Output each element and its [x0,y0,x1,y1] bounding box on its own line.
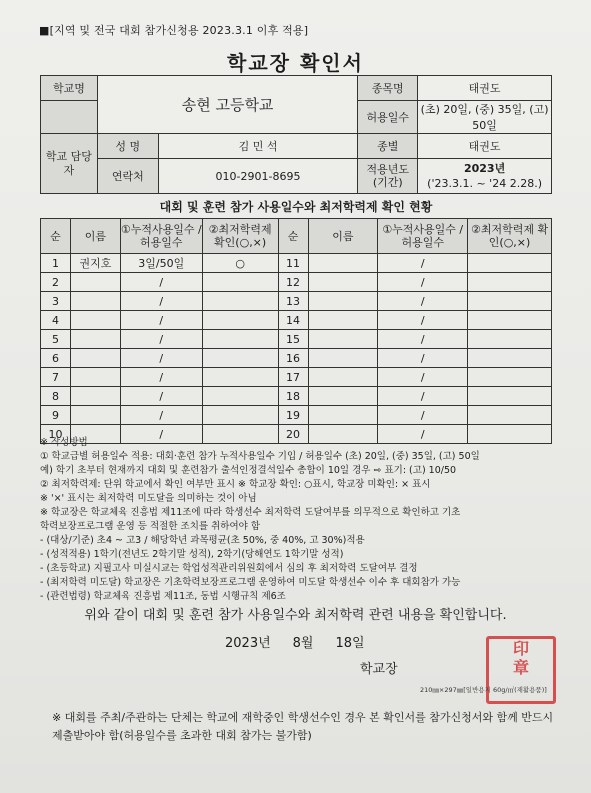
cell-no: 18 [278,387,308,406]
table-row [41,273,552,292]
cell-days: / [378,292,468,311]
cell-days: / [120,387,202,406]
cell-check [468,330,552,349]
cell-no: 10 [41,425,71,444]
cell-no: 1 [41,254,71,273]
cell-days: / [378,254,468,273]
status-title: 대회 및 훈련 참가 사용일수와 최저학력제 확인 현황 [159,200,433,214]
cell-name [308,292,378,311]
info-table [40,75,552,194]
cell-no: 15 [278,330,308,349]
cell-name [70,273,120,292]
school-label-blank [41,101,98,134]
school-seal-stamp: 印 章 [486,636,556,704]
event-label: 종목명 [358,76,418,101]
category-value: 태권도 [418,134,552,159]
cell-days: 3일/50일 [120,254,202,273]
cell-name [70,292,120,311]
cell-check [202,349,278,368]
cell-days: / [120,311,202,330]
status-body [41,254,552,444]
note-line: 예) 학기 초부터 현재까지 대회 및 훈련참가 출석인정결석일수 총합이 10일 경우 ⇨ 표기: (고) 10/50 [40,465,457,476]
cell-name [308,368,378,387]
principal-label: 학교장 [360,662,398,677]
note-line: ※ '×' 표시는 최저학력 미도달을 의미하는 것이 아님 [40,493,257,504]
table-row [41,387,552,406]
cell-name [70,349,120,368]
note-line: - (최저학력 미도달) 학교장은 기초학력보장프로그램 운영하여 미도달 학생선수 이수 후 대회참가 가능 [40,577,461,588]
name-label: 성 명 [97,134,158,159]
cell-days: / [378,406,468,425]
header-no: 순 [278,219,308,254]
cell-days: / [120,292,202,311]
period-label: 적용년도 (기간) [358,159,418,194]
cell-name: 권지호 [70,254,120,273]
table-row [41,368,552,387]
paper-size: 210㎜×297㎜[일반용지 60g/㎡(재활용품)] [420,686,547,694]
cell-name [70,368,120,387]
cell-check [202,330,278,349]
allowed-days-value: (초) 20일, (중) 35일, (고) 50일 [418,101,552,134]
document-title: 학교장 확인서 [227,51,364,75]
header-note: ■[지역 및 전국 대회 참가신청용 2023.3.1 이후 적용] [39,24,309,37]
cell-name [70,330,120,349]
cell-no: 4 [41,311,71,330]
contact-label: 연락처 [97,159,158,194]
cell-days: / [120,273,202,292]
note-line: - (대상/기준) 초4 ~ 고3 / 해당학년 과목평균(초 50%, 중 40%, 고 30%)적용 [40,535,365,546]
cell-days: / [378,387,468,406]
date-line [225,632,387,651]
school-value: 송현 고등학교 [97,76,357,134]
cell-no: 20 [278,425,308,444]
cell-days: / [378,349,468,368]
cell-no: 6 [41,349,71,368]
table-row [41,292,552,311]
cell-name [70,406,120,425]
cell-no: 12 [278,273,308,292]
cell-name [308,349,378,368]
notes-section [40,436,560,604]
cell-no: 8 [41,387,71,406]
teacher-label: 학교 담당자 [41,134,98,194]
cell-check [202,387,278,406]
cell-check [202,368,278,387]
cell-check [468,406,552,425]
period-year: 2023년 [463,162,506,175]
cell-no: 9 [41,406,71,425]
cell-check [468,349,552,368]
cell-check [468,368,552,387]
cell-check [202,273,278,292]
table-row [41,330,552,349]
cell-days: / [378,368,468,387]
event-value: 태권도 [418,76,552,101]
name-value: 김 민 석 [158,134,358,159]
cell-no: 7 [41,368,71,387]
table-row [41,311,552,330]
table-row [41,349,552,368]
note-line: - (관련법령) 학교체육 진흥법 제11조, 동법 시행규칙 제6조 [40,591,286,602]
cell-days: / [120,406,202,425]
cell-no: 3 [41,292,71,311]
note-line: 학력보장프로그램 운영 등 적절한 조치를 취하여야 함 [40,521,261,532]
cell-no: 11 [278,254,308,273]
cell-days: / [120,349,202,368]
cell-days: / [120,330,202,349]
note-line: ② 최저학력제: 단위 학교에서 확인 여부만 표시 ※ 학교장 확인: ○표시, 학교장 미확인: × 표시 [40,479,431,490]
date-day: 18일 [335,636,365,651]
note-line: - (성적적용) 1학기(전년도 2학기말 성적), 2학기(당해연도 1학기말 성적) [40,549,344,560]
table-row [41,406,552,425]
cell-name [308,273,378,292]
cell-name [308,330,378,349]
cell-days: / [378,425,468,444]
header-check: ②최저학력제 확인(○,×) [468,219,552,254]
cell-name [70,387,120,406]
period-value [418,159,552,194]
school-label: 학교명 [41,76,98,101]
cell-check [202,311,278,330]
cell-no: 14 [278,311,308,330]
cell-no: 16 [278,349,308,368]
period-range: ('23.3.1. ~ '24 2.28.) [427,177,542,190]
cell-check: ○ [202,254,278,273]
cell-name [308,387,378,406]
header-no: 순 [41,219,71,254]
cell-days: / [120,425,202,444]
header-name: 이름 [70,219,120,254]
cell-name [308,254,378,273]
cell-check [202,292,278,311]
cell-check [468,311,552,330]
confirmation-text: 위와 같이 대회 및 훈련 참가 사용일수와 최저학력 관련 내용을 확인합니다. [84,608,507,623]
cell-check [468,254,552,273]
note-line: ※ 학교장은 학교체육 진흥법 제11조에 따라 학생선수 최저학력 도달여부를 의무적으로 확인하고 기초 [40,507,461,518]
cell-check [468,387,552,406]
date-year: 2023년 [225,636,271,651]
category-label: 종별 [358,134,418,159]
header-name: 이름 [308,219,378,254]
cell-no: 2 [41,273,71,292]
date-month: 8월 [292,636,314,651]
cell-name [308,311,378,330]
allowed-days-label: 허용일수 [358,101,418,134]
cell-days: / [378,311,468,330]
note-line: ① 학교급별 허용일수 적용: 대회·훈련 참가 누적사용일수 기입 / 허용일수 (초) 20일, (중) 35일, (고) 50일 [40,451,480,462]
cell-no: 13 [278,292,308,311]
cell-no: 19 [278,406,308,425]
note-line: - (초등학교) 지필고사 미실시교는 학업성적관리위원회에서 심의 후 최저학력 도달여부 결정 [40,563,418,574]
table-row [41,254,552,273]
cell-no: 17 [278,368,308,387]
cell-days: / [378,273,468,292]
header-days: ①누적사용일수 /허용일수 [378,219,468,254]
cell-name [308,406,378,425]
cell-days: / [378,330,468,349]
cell-name [70,311,120,330]
footnote: ※ 대회를 주최/주관하는 단체는 학교에 재학중인 학생선수인 경우 본 확인서를 참가신청서와 함께 반드시 제출받아야 함(허용일수를 초과한 대회 참가는 불가함) [52,711,554,742]
status-table [40,218,552,444]
cell-check [202,406,278,425]
cell-check [468,292,552,311]
cell-days: / [120,368,202,387]
cell-check [468,273,552,292]
cell-no: 5 [41,330,71,349]
header-days: ①누적사용일수 /허용일수 [120,219,202,254]
header-check: ②최저학력제 확인(○,×) [202,219,278,254]
note-line: ※ 작성방법 [40,437,88,448]
contact-value: 010-2901-8695 [158,159,358,194]
